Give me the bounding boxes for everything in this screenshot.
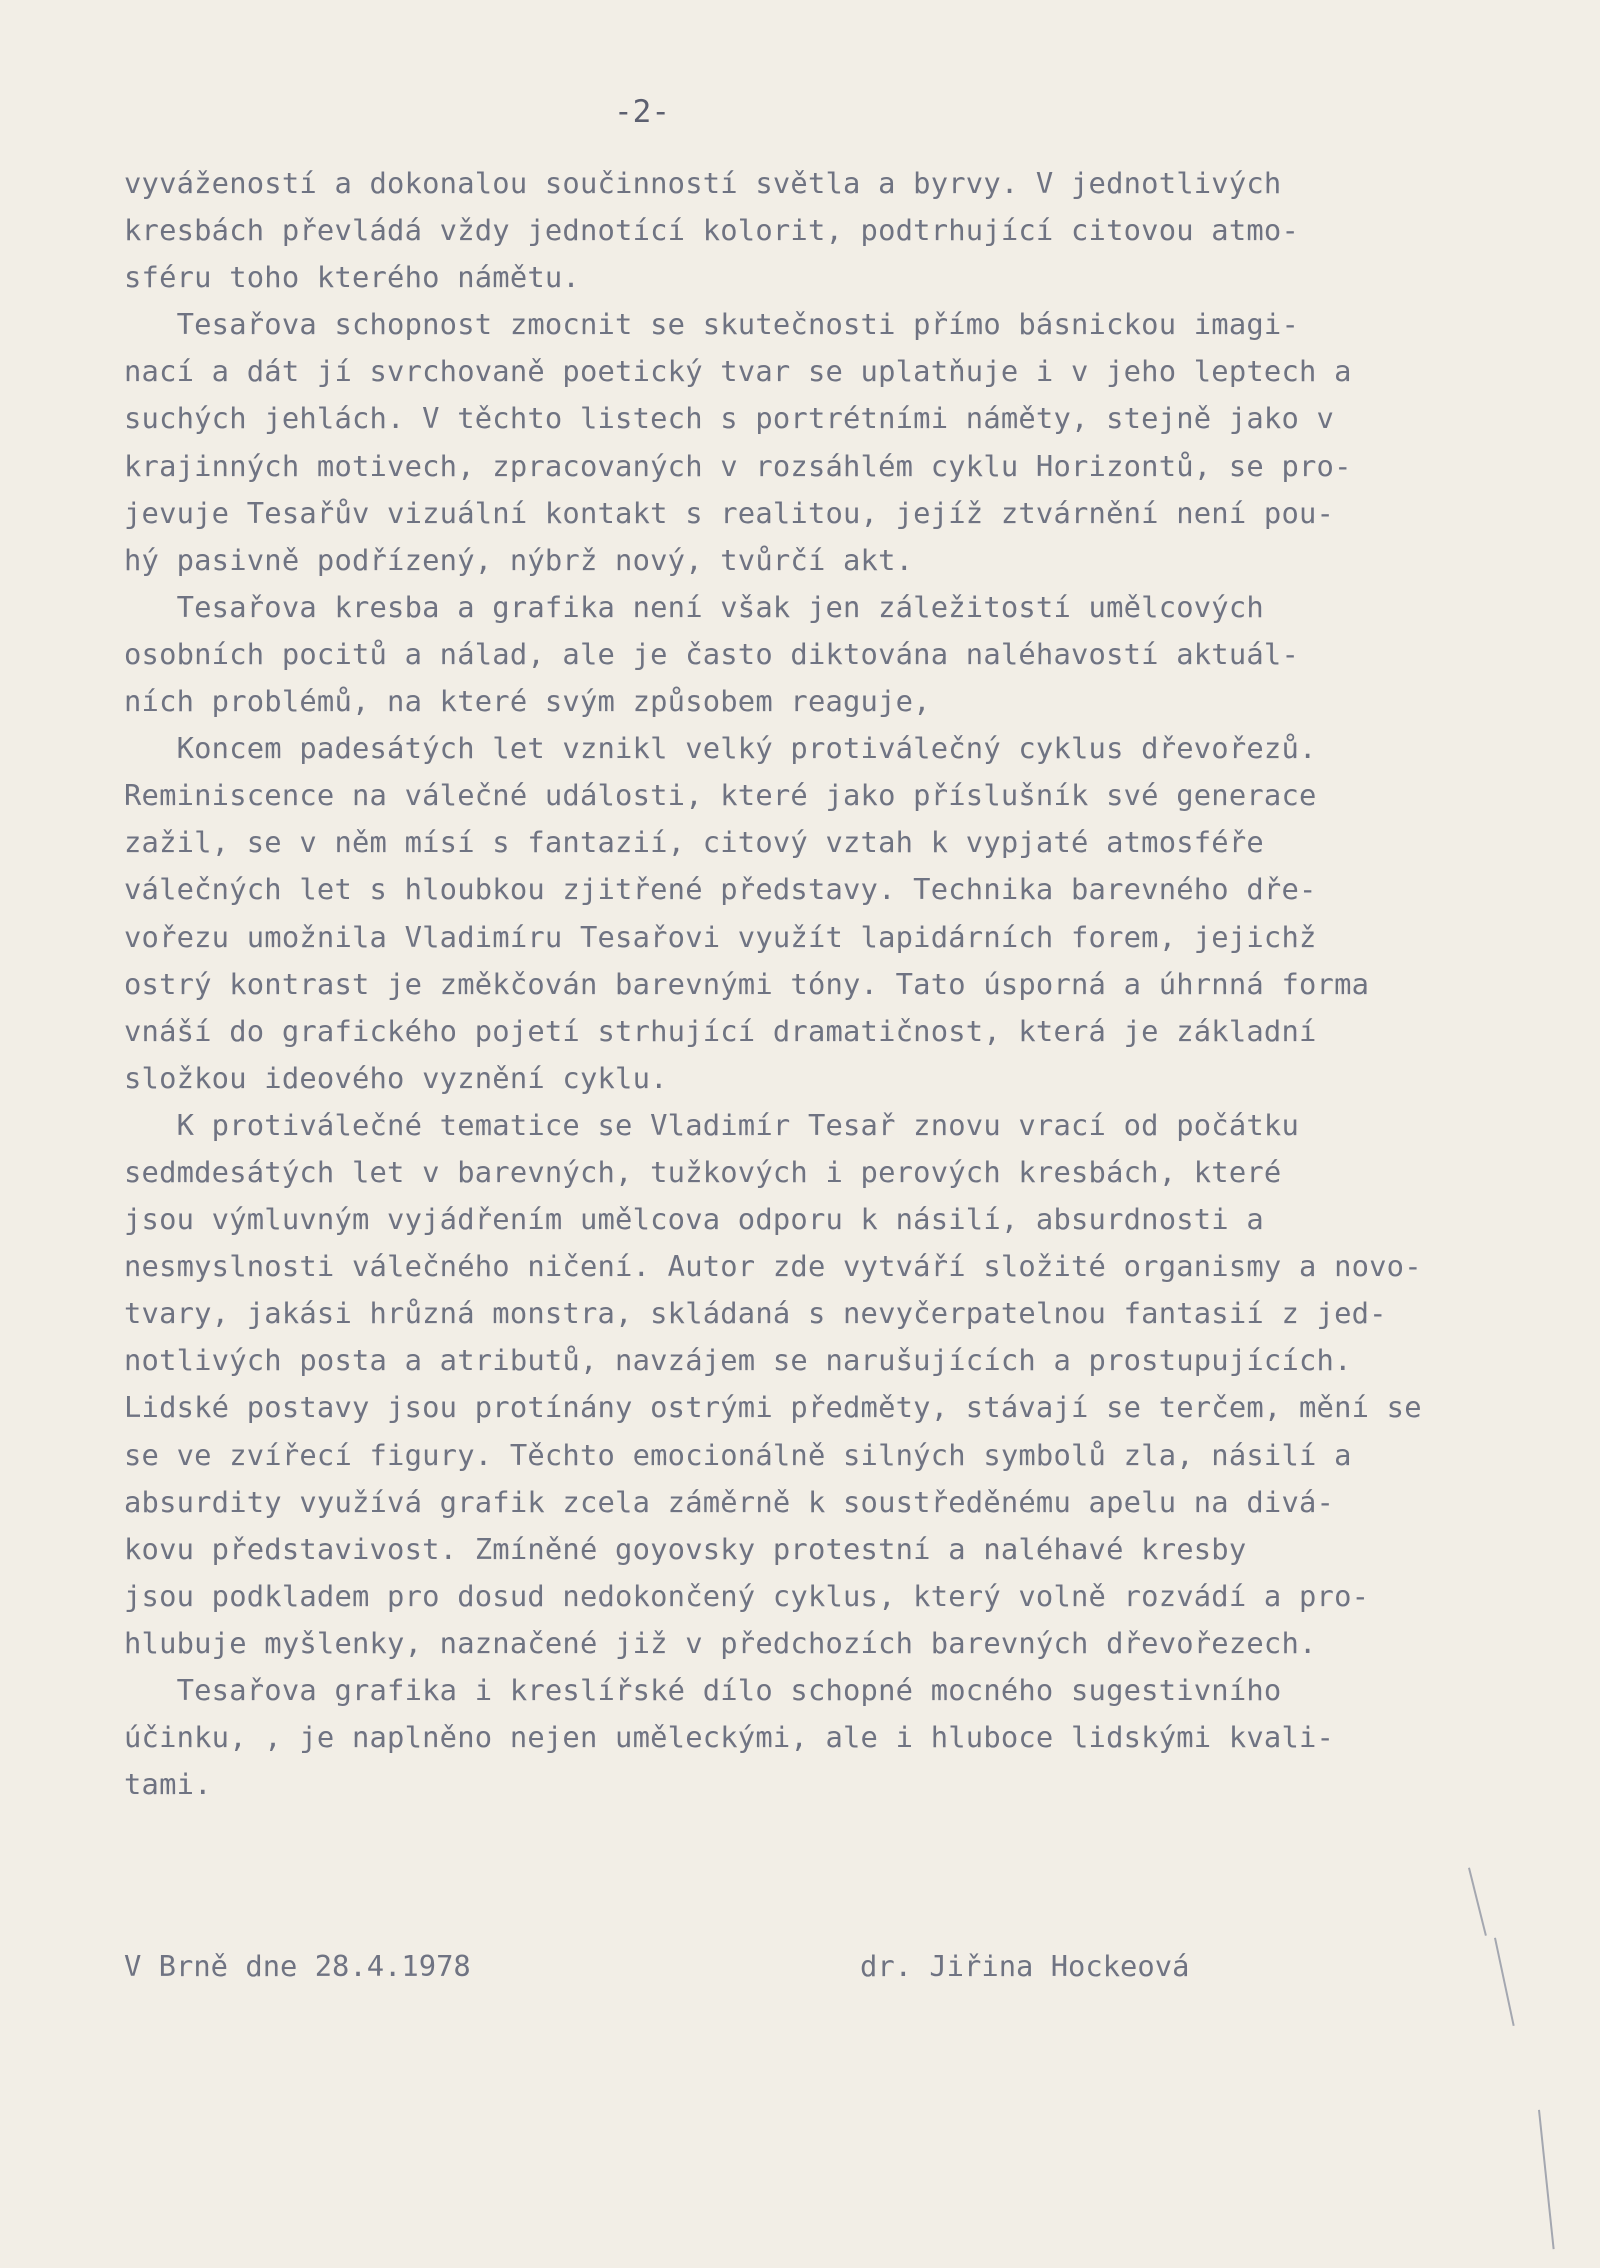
body-text	[124, 160, 1594, 1808]
text-line: Reminiscence na válečné události, které jako příslušník své generace	[124, 778, 1317, 813]
text-line: válečných let s hloubkou zjitřené představy. Technika barevného dře-	[124, 872, 1317, 907]
text-line: vnáší do grafického pojetí strhující dramatičnost, která je základní	[124, 1013, 1317, 1048]
text-line: sféru toho kterého námětu.	[124, 260, 580, 295]
text-line: vyvážeností a dokonalou součinností světla a byrvy. V jednotlivých	[124, 166, 1282, 200]
place-date: V Brně dne 28.4.1978	[124, 1949, 471, 1983]
text-line: nesmyslnosti válečného ničení. Autor zde vytváří složité organismy a novo-	[124, 1249, 1422, 1284]
text-line: účinku, , je naplněno nejen uměleckými, ale i hluboce lidskými kvali-	[124, 1720, 1335, 1755]
text-line: tami.	[124, 1767, 212, 1802]
text-line: sedmdesátých let v barevných, tužkových i perových kresbách, které	[124, 1154, 1282, 1189]
pencil-mark	[1538, 2110, 1555, 2249]
text-line: K protiválečné tematice se Vladimír Tesař znovu vrací od počátku	[124, 1107, 1299, 1142]
text-line: krajinných motivech, zpracovaných v rozsáhlém cyklu Horizontů, se pro-	[124, 448, 1352, 483]
text-line: se ve zvířecí figury. Těchto emocionálně silných symbolů zla, násilí a	[124, 1437, 1352, 1472]
author-signature: dr. Jiřina Hockeová	[860, 1949, 1190, 1983]
text-line: suchých jehlách. V těchto listech s portrétními náměty, stejně jako v	[124, 401, 1335, 436]
text-line: nací a dát jí svrchovaně poetický tvar se uplatňuje i v jeho leptech a	[124, 354, 1352, 389]
text-line: Tesařova schopnost zmocnit se skutečnosti přímo básnickou imagi-	[124, 307, 1299, 342]
text-line: Tesařova grafika i kreslířské dílo schopné mocného sugestivního	[124, 1673, 1282, 1707]
text-line: jsou výmluvným vyjádřením umělcova odporu k násilí, absurdnosti a	[124, 1202, 1264, 1237]
text-line: jevuje Tesařův vizuální kontakt s realitou, jejíž ztvárnění není pou-	[124, 495, 1335, 530]
text-line: notlivých posta a atributů, navzájem se narušujících a prostupujících.	[124, 1343, 1352, 1378]
text-line: absurdity využívá grafik zcela záměrně k soustředěnému apelu na divá-	[124, 1484, 1335, 1519]
text-line: hý pasivně podřízený, nýbrž nový, tvůrčí akt.	[124, 542, 914, 577]
text-line: Tesařova kresba a grafika není však jen záležitostí umělcových	[124, 589, 1264, 624]
page-number: -2-	[614, 94, 670, 130]
pencil-mark	[1468, 1868, 1487, 1936]
text-line: jsou podkladem pro dosud nedokončený cyklus, který volně rozvádí a pro-	[124, 1578, 1370, 1613]
text-line: osobních pocitů a nálad, ale je často diktována naléhavostí aktuál-	[124, 636, 1299, 671]
text-line: ostrý kontrast je změkčován barevnými tóny. Tato úsporná a úhrnná forma	[124, 966, 1370, 1001]
text-line: Lidské postavy jsou protínány ostrými předměty, stávají se terčem, mění se	[124, 1390, 1422, 1425]
text-line: kovu představivost. Zmíněné goyovsky protestní a naléhavé kresby	[124, 1531, 1247, 1566]
text-line: Koncem padesátých let vznikl velký protiválečný cyklus dřevořezů.	[124, 731, 1317, 766]
text-line: vořezu umožnila Vladimíru Tesařovi využít lapidárních forem, jejichž	[124, 919, 1317, 954]
text-line: ních problémů, na které svým způsobem reaguje,	[124, 684, 931, 719]
pencil-mark	[1494, 1938, 1515, 2026]
text-line: kresbách převládá vždy jednotící kolorit, podtrhující citovou atmo-	[124, 213, 1299, 248]
text-line: hlubuje myšlenky, naznačené již v předchozích barevných dřevořezech.	[124, 1625, 1317, 1660]
text-line: tvary, jakási hrůzná monstra, skládaná s nevyčerpatelnou fantasií z jed-	[124, 1296, 1387, 1331]
text-line: zažil, se v něm mísí s fantazií, citový vztah k vypjaté atmosféře	[124, 825, 1264, 860]
text-line: složkou ideového vyznění cyklu.	[124, 1060, 668, 1095]
